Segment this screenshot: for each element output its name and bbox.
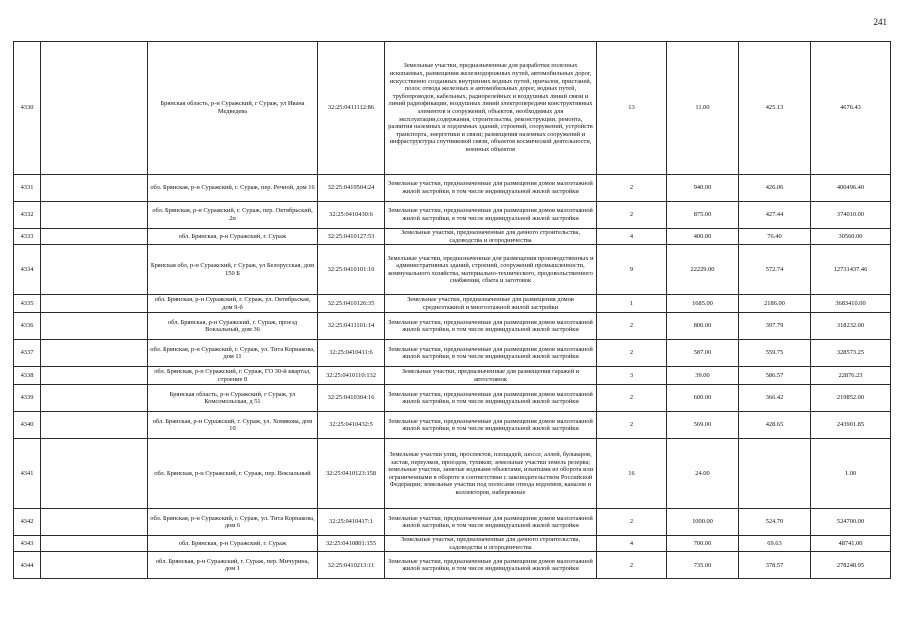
cadastral-number-cell: 32:25:0410127:53 [318, 229, 385, 245]
row-number: 4339 [14, 385, 41, 412]
specific-value-cell: 524.70 [739, 509, 811, 536]
row-number: 4343 [14, 536, 41, 552]
land-use-cell: Земельные участки, предназначенные для размещения домов среднеэтажной и многоэтажной жилой застройки [385, 295, 597, 313]
address-cell: Брянская область, р-н Суражский, г Сураж, ул Ивана Медведева [148, 42, 318, 175]
area-cell: 22229.00 [667, 245, 739, 295]
row-number: 4342 [14, 509, 41, 536]
blank-cell [41, 412, 148, 439]
land-use-cell: Земельные участки, предназначенные для размещения гаражей и автостоянок [385, 367, 597, 385]
address-cell: обл. Брянская, р-н Суражский, г. Сураж, пер. Вокзальный [148, 439, 318, 509]
specific-value-cell: 378.57 [739, 552, 811, 579]
row-number: 4338 [14, 367, 41, 385]
use-group-cell: 3 [597, 367, 667, 385]
land-use-cell: Земельные участки, предназначенные для размещения домов малоэтажной жилой застройки, в том числе индивидуальной жилой застройки [385, 552, 597, 579]
use-group-cell: 2 [597, 385, 667, 412]
cadastral-value-table [13, 41, 891, 579]
address-cell: обл. Брянская, р-н Суражский, г. Сураж, пер. Мичурина, дом 1 [148, 552, 318, 579]
cadastral-value-cell: 524700.00 [811, 509, 891, 536]
blank-cell [41, 245, 148, 295]
cadastral-number-cell: 32:25:0410123:158 [318, 439, 385, 509]
land-use-cell: Земельные участки, предназначенные для размещения домов малоэтажной жилой застройки, в том числе индивидуальной жилой застройки [385, 412, 597, 439]
table-row [14, 202, 891, 229]
table-row [14, 229, 891, 245]
address-cell: обл. Брянская, р-н Суражский, г. Сураж, ул. Октябрьская, дом 9-б [148, 295, 318, 313]
cadastral-value-cell: 1.00 [811, 439, 891, 509]
address-cell: обл. Брянская, р-н Суражский, г. Сураж [148, 229, 318, 245]
land-use-cell: Земельные участки, предназначенные для размещения домов малоэтажной жилой застройки, в том числе индивидуальной жилой застройки [385, 340, 597, 367]
cadastral-number-cell: 32:25:0411101:14 [318, 313, 385, 340]
area-cell: 600.00 [667, 385, 739, 412]
cadastral-number-cell: 32:25:0410213:11 [318, 552, 385, 579]
cadastral-value-cell: 48741.00 [811, 536, 891, 552]
use-group-cell: 2 [597, 340, 667, 367]
address-cell: обл. Брянская, р-н Суражский, г. Сураж, проезд Вокзальный, дом 36 [148, 313, 318, 340]
row-number: 4336 [14, 313, 41, 340]
cadastral-number-cell: 32:25:0410430:6 [318, 202, 385, 229]
cadastral-value-cell: 374010.00 [811, 202, 891, 229]
area-cell: 1000.00 [667, 509, 739, 536]
specific-value-cell: 366.42 [739, 385, 811, 412]
table-row [14, 175, 891, 202]
land-use-cell: Земельные участки, предназначенные для размещения домов малоэтажной жилой застройки, в том числе индивидуальной жилой застройки [385, 202, 597, 229]
land-use-cell: Земельные участки, предназначенные для размещения домов малоэтажной жилой застройки, в том числе индивидуальной жилой застройки [385, 385, 597, 412]
row-number: 4341 [14, 439, 41, 509]
cadastral-value-cell: 12731437.46 [811, 245, 891, 295]
blank-cell [41, 202, 148, 229]
use-group-cell: 2 [597, 509, 667, 536]
area-cell: 24.00 [667, 439, 739, 509]
blank-cell [41, 313, 148, 340]
specific-value-cell: 76.40 [739, 229, 811, 245]
use-group-cell: 2 [597, 313, 667, 340]
cadastral-value-cell: 318232.00 [811, 313, 891, 340]
row-number: 4332 [14, 202, 41, 229]
cadastral-value-cell: 400496.40 [811, 175, 891, 202]
use-group-cell: 2 [597, 202, 667, 229]
cadastral-number-cell: 32:25:0410101:10 [318, 245, 385, 295]
table-row [14, 42, 891, 175]
blank-cell [41, 229, 148, 245]
table-row [14, 340, 891, 367]
blank-cell [41, 340, 148, 367]
table-row [14, 385, 891, 412]
row-number: 4334 [14, 245, 41, 295]
address-cell: обл. Брянская, р-н Суражский, г. Сураж, ул. Хомякова, дом 10 [148, 412, 318, 439]
blank-cell [41, 295, 148, 313]
use-group-cell: 1 [597, 295, 667, 313]
address-cell: Брянская область, р-н Суражский, г Сураж, ул Комсомольская, д 51 [148, 385, 318, 412]
cadastral-number-cell: 32:25:0410110:132 [318, 367, 385, 385]
specific-value-cell: 69.63 [739, 536, 811, 552]
land-use-cell: Земельные участки, предназначенные для дачного строительства, садоводства и огородничества [385, 536, 597, 552]
cadastral-value-cell: 30560.00 [811, 229, 891, 245]
area-cell: 800.00 [667, 313, 739, 340]
table-row [14, 552, 891, 579]
address-cell: обл. Брянская, р-н Суражский, г. Сураж, ГО 30-й квартал, строение 8 [148, 367, 318, 385]
table-row [14, 439, 891, 509]
specific-value-cell: 425.13 [739, 42, 811, 175]
use-group-cell: 16 [597, 439, 667, 509]
use-group-cell: 2 [597, 552, 667, 579]
cadastral-value-cell: 3683410.00 [811, 295, 891, 313]
land-use-cell: Земельные участки, предназначенные для разработки полезных ископаемых, размещения железнодорожных путей, автомобильных дорог, искусственно созданных внутренних водных путей, причалов, пристаней, полос отвода железных и автомобильных дорог, водных путей, трубопроводов, кабельных, радиорелейных и воздушных линий связи и линий радиофикации, воздушных линий электропередачи конструктивных элементов и сооружений, объектов, необходимых для эксплуатации,содержания, строительства, реконструкции, ремонта, развития наземных и подземных зданий, строений, сооружений, устройств транспорта, энергетики и связи; размещения наземных сооружений и инфраструктуры спутниковой связи, объектов космической деятельности, военных объектов [385, 42, 597, 175]
use-group-cell: 4 [597, 229, 667, 245]
cadastral-value-cell: 278248.95 [811, 552, 891, 579]
row-number: 4331 [14, 175, 41, 202]
land-use-cell: Земельные участки, предназначенные для размещения домов малоэтажной жилой застройки, в том числе индивидуальной жилой застройки [385, 509, 597, 536]
land-use-cell: Земельные участки улиц, проспектов, площадей, шоссе, аллей, бульваров, застав, переулков, проездов, тупиков; земельные участки земель резерва; земельные участки, занятые водными объектами, изъятыми из оборота или ограниченными в обороте в соответствии с законодательством Российской Федерации; земельные участки под полосами отвода водоемов, каналов и коллекторов, набережные [385, 439, 597, 509]
address-cell: обл. Брянская, р-н Суражский, г. Сураж, пер. Октябрьский, 2п [148, 202, 318, 229]
row-number: 4330 [14, 42, 41, 175]
cadastral-number-cell: 32:25:0410432:5 [318, 412, 385, 439]
page-number: 241 [873, 17, 887, 27]
table-row [14, 295, 891, 313]
land-use-cell: Земельные участки, предназначенные для размещения домов малоэтажной жилой застройки, в том числе индивидуальной жилой застройки [385, 313, 597, 340]
area-cell: 569.00 [667, 412, 739, 439]
use-group-cell: 4 [597, 536, 667, 552]
cadastral-value-cell: 22876.23 [811, 367, 891, 385]
blank-cell [41, 385, 148, 412]
cadastral-number-cell: 32:25:0410304:16 [318, 385, 385, 412]
use-group-cell: 2 [597, 175, 667, 202]
use-group-cell: 2 [597, 412, 667, 439]
blank-cell [41, 42, 148, 175]
blank-cell [41, 552, 148, 579]
cadastral-number-cell: 32:25:0410411:6 [318, 340, 385, 367]
area-cell: 587.00 [667, 340, 739, 367]
address-cell: Брянская обл, р-н Суражский, г Сураж, ул Белорусская, дом 150 Б [148, 245, 318, 295]
row-number: 4340 [14, 412, 41, 439]
cadastral-value-cell: 219852.00 [811, 385, 891, 412]
table-row [14, 536, 891, 552]
cadastral-number-cell: 32:25:0410417:1 [318, 509, 385, 536]
table-row [14, 509, 891, 536]
table-row [14, 245, 891, 295]
area-cell: 735.00 [667, 552, 739, 579]
specific-value-cell: 559.75 [739, 340, 811, 367]
blank-cell [41, 509, 148, 536]
specific-value-cell: 572.74 [739, 245, 811, 295]
table-body [14, 42, 891, 579]
area-cell: 11.00 [667, 42, 739, 175]
blank-cell [41, 175, 148, 202]
blank-cell [41, 439, 148, 509]
area-cell: 940.00 [667, 175, 739, 202]
blank-cell [41, 536, 148, 552]
area-cell: 875.00 [667, 202, 739, 229]
area-cell: 39.00 [667, 367, 739, 385]
specific-value-cell: 426.06 [739, 175, 811, 202]
land-use-cell: Земельные участки, предназначенные для дачного строительства, садоводства и огородничества [385, 229, 597, 245]
area-cell: 400.00 [667, 229, 739, 245]
table-row [14, 313, 891, 340]
area-cell: 1685.00 [667, 295, 739, 313]
cadastral-number-cell: 32:25:0411112:86 [318, 42, 385, 175]
use-group-cell: 13 [597, 42, 667, 175]
specific-value-cell: 2186.00 [739, 295, 811, 313]
row-number: 4335 [14, 295, 41, 313]
specific-value-cell: 428.65 [739, 412, 811, 439]
use-group-cell: 9 [597, 245, 667, 295]
address-cell: обл. Брянская, р-н Суражский, г. Сураж, ул. Тита Корнакова, дом 6 [148, 509, 318, 536]
table-row [14, 412, 891, 439]
land-use-cell: Земельные участки, предназначенные для размещения производственных и административных зданий, строений, сооружений промышленности, коммунального хозяйства, материально-технического, продовольственного снабжения, сбыта и заготовок [385, 245, 597, 295]
table-row [14, 367, 891, 385]
row-number: 4333 [14, 229, 41, 245]
cadastral-number-cell: 32:25:0410126:35 [318, 295, 385, 313]
specific-value-cell: 397.79 [739, 313, 811, 340]
row-number: 4344 [14, 552, 41, 579]
blank-cell [41, 367, 148, 385]
cadastral-number-cell: 32:25:0410504:24 [318, 175, 385, 202]
area-cell: 700.00 [667, 536, 739, 552]
address-cell: обл. Брянская, р-н Суражский, г. Сураж [148, 536, 318, 552]
cadastral-value-cell: 328573.25 [811, 340, 891, 367]
row-number: 4337 [14, 340, 41, 367]
specific-value-cell: 427.44 [739, 202, 811, 229]
specific-value-cell [739, 439, 811, 509]
cadastral-number-cell: 32:25:0410801:155 [318, 536, 385, 552]
cadastral-value-cell: 4676.43 [811, 42, 891, 175]
address-cell: обл. Брянская, р-н Суражский, г. Сураж, пер. Речной, дом 16 [148, 175, 318, 202]
cadastral-value-cell: 243901.85 [811, 412, 891, 439]
address-cell: обл. Брянская, р-н Суражский, г. Сураж, ул. Тита Корнакова, дом 11 [148, 340, 318, 367]
land-use-cell: Земельные участки, предназначенные для размещения домов малоэтажной жилой застройки, в том числе индивидуальной жилой застройки [385, 175, 597, 202]
specific-value-cell: 586.57 [739, 367, 811, 385]
